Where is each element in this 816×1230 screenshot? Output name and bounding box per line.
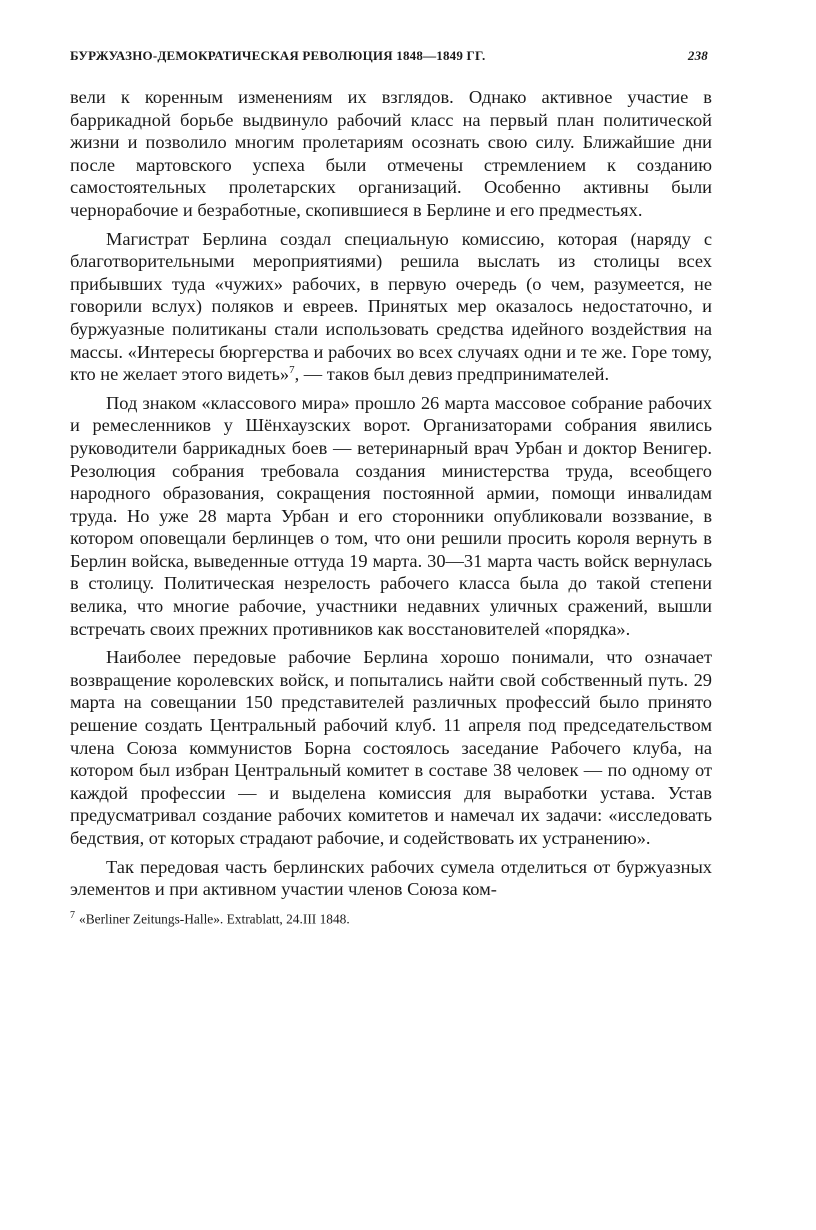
paragraph-1: вели к коренным изменениям их взглядов. Однако активное участие в баррикадной борьбе выдвинуло рабочий класс на первый план политической жизни и позволило многим пролетариям осознать свою силу. Ближайшие дни после мартовского успеха были отмечены стремлением к созданию самостоятельных пролетарских организаций. Особенно активны были чернорабочие и безработные, скопившиеся в Берлине и его предместьях. [70,87,712,220]
footnote-reference: 7 [289,364,295,376]
paragraph-4: Наиболее передовые рабочие Берлина хорошо понимали, что означает возвращение королевских войск, и попытались найти свой собственный путь. 29 марта на совещании 150 представителей различных профессий было принято решение создать Центральный рабочий клуб. 11 апреля под председательством члена Союза коммунистов Борна состоялось заседание Рабочего клуба, на котором был избран Центральный комитет в составе 38 человек — по одному от каждой профессии — и выделена комиссия для выработки устава. Устав предусматривал создание рабочих комитетов и намечал их задачи: «исследовать бедствия, от которых страдают рабочие, и содействовать их устранению». [70,647,712,848]
book-page [70,48,712,928]
footnote [70,907,712,928]
page-number: 238 [687,48,708,63]
paragraph-2-tail: , — таков был девиз предпринимателей. [294,364,610,385]
footnote-mark: 7 [70,909,75,921]
paragraph-2 [70,228,712,386]
paragraph-3: Под знаком «классового мира» прошло 26 марта массовое собрание рабочих и ремесленников у Шёнхаузских ворот. Организаторами собрания явились руководители баррикадных боев — ветеринарный врач Урбан и доктор Венигер. Резолюция собрания требовала создания министерства труда, всеобщего народного образования, сокращения постоянной армии, помощи инвалидам труда. Но уже 28 марта Урбан и его сторонники опубликовали воззвание, в котором оповещали берлинцев о том, что они решили просить короля вернуть в Берлин войска, выведенные оттуда 19 марта. 30—31 марта часть войск вернулась в столицу. Политическая незрелость рабочего класса была до такой степени велика, что многие рабочие, участники недавних уличных сражений, вышли встречать своих прежних противников как восстановителей «порядка». [70,392,712,639]
running-head [70,48,712,74]
footnote-text: «Berliner Zeitungs-Halle». Extrablatt, 24.III 1848. [79,911,350,927]
body-text [70,86,712,901]
paragraph-5: Так передовая часть берлинских рабочих сумела отделиться от буржуазных элементов и при активном участии членов Союза ком- [70,856,712,900]
running-head-title: БУРЖУАЗНО-ДЕМОКРАТИЧЕСКАЯ РЕВОЛЮЦИЯ 1848—1849 ГГ. [70,48,486,63]
paragraph-2-text: Магистрат Берлина создал специальную комиссию, которая (наряду с благотворительными мероприятиями) решила выслать из столицы всех прибывших туда «чужих» рабочих, в первую очередь (о чем, разумеется, не говорили вслух) поляков и евреев. Принятых мер оказалось недостаточно, и буржуазные политиканы стали использовать средства идейного воздействия на массы. «Интересы бюргерства и рабочих во всех случаях одни и те же. Горе тому, кто не желает этого видеть» [70,228,712,385]
